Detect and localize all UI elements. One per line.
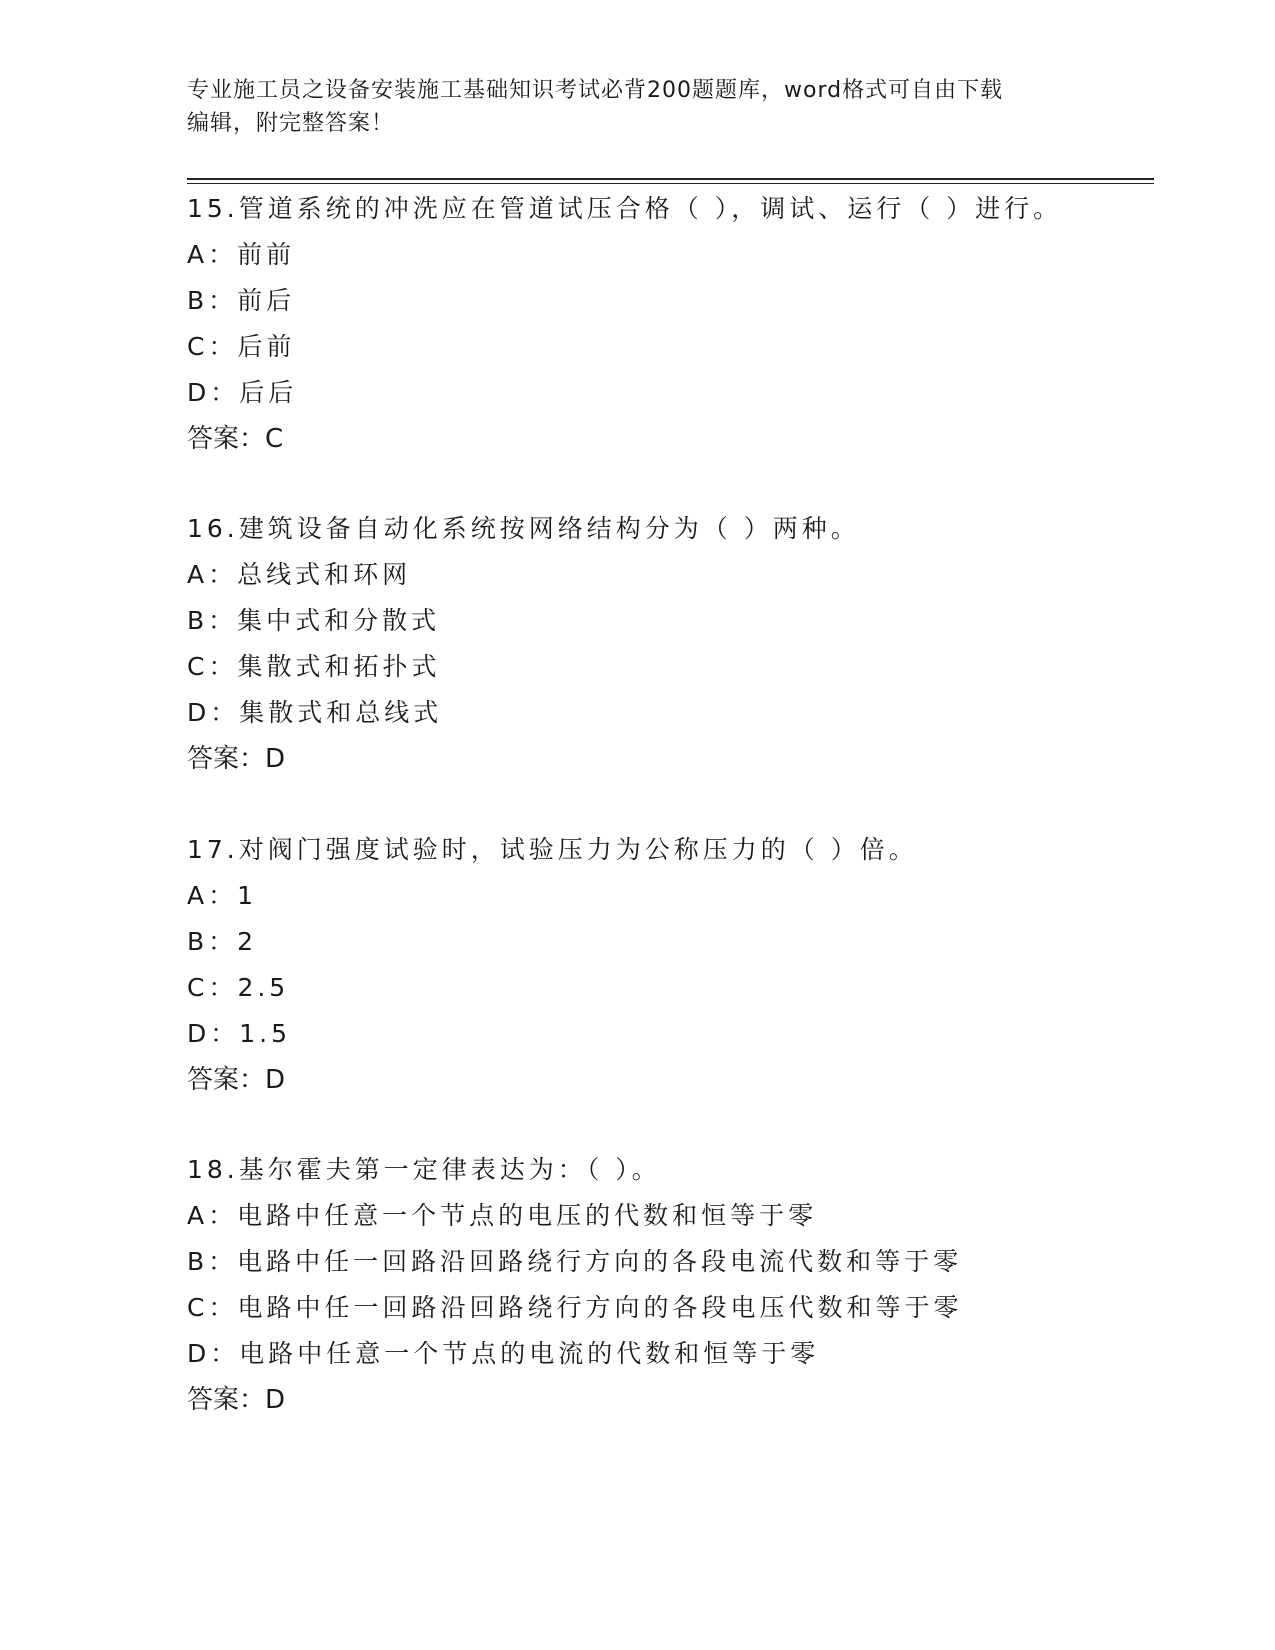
option-c: C：电路中任一回路沿回路绕行方向的各段电压代数和等于零 (187, 1293, 963, 1322)
option-a: A：电路中任意一个节点的电压的代数和恒等于零 (187, 1201, 818, 1230)
option-b: B：电路中任一回路沿回路绕行方向的各段电流代数和等于零 (187, 1247, 963, 1276)
answer-value: D (265, 1385, 286, 1415)
header-title-line-1: 专业施工员之设备安装施工基础知识考试必背200题题库，word格式可自由下载 (187, 78, 1004, 103)
answer-label: 答案： (187, 744, 266, 774)
option-c: C：集散式和拓扑式 (187, 652, 441, 681)
question-text: 16.建筑设备自动化系统按网络结构分为（ ）两种。 (187, 514, 860, 543)
answer-line (187, 1377, 1187, 1423)
question-text: 18.基尔霍夫第一定律表达为：（ ）。 (187, 1155, 661, 1184)
option-b: B：2 (187, 927, 258, 956)
answer-label: 答案： (187, 424, 266, 454)
option-d: D：后后 (187, 378, 298, 407)
question-block-15 (187, 186, 1187, 462)
option-a: A：总线式和环网 (187, 560, 412, 589)
option-d: D：电路中任意一个节点的电流的代数和恒等于零 (187, 1339, 820, 1368)
question-block-17 (187, 827, 1187, 1103)
header-title-line-2: 编辑，附完整答案！ (187, 111, 395, 136)
option-d: D：集散式和总线式 (187, 698, 443, 727)
option-c: C：2.5 (187, 973, 290, 1002)
question-text: 17.对阀门强度试验时，试验压力为公称压力的（ ）倍。 (187, 835, 918, 864)
answer-value: C (265, 424, 284, 454)
option-b: B：前后 (187, 286, 296, 315)
option-c: C：后前 (187, 332, 296, 361)
answer-label: 答案： (187, 1065, 266, 1095)
question-block-18 (187, 1147, 1187, 1423)
answer-label: 答案： (187, 1385, 266, 1415)
document-header (187, 74, 1067, 140)
header-divider-thin (187, 183, 1154, 184)
answer-value: D (265, 744, 286, 774)
question-block-16 (187, 506, 1187, 782)
question-text: 15.管道系统的冲洗应在管道试压合格（ ），调试、运行（ ）进行。 (187, 194, 1063, 223)
answer-line (187, 1057, 1187, 1103)
option-d: D：1.5 (187, 1019, 292, 1048)
answer-line (187, 416, 1187, 462)
answer-line (187, 736, 1187, 782)
header-divider-thick (187, 178, 1154, 180)
option-a: A：前前 (187, 240, 296, 269)
option-b: B：集中式和分散式 (187, 606, 441, 635)
answer-value: D (265, 1065, 286, 1095)
option-a: A：1 (187, 881, 258, 910)
